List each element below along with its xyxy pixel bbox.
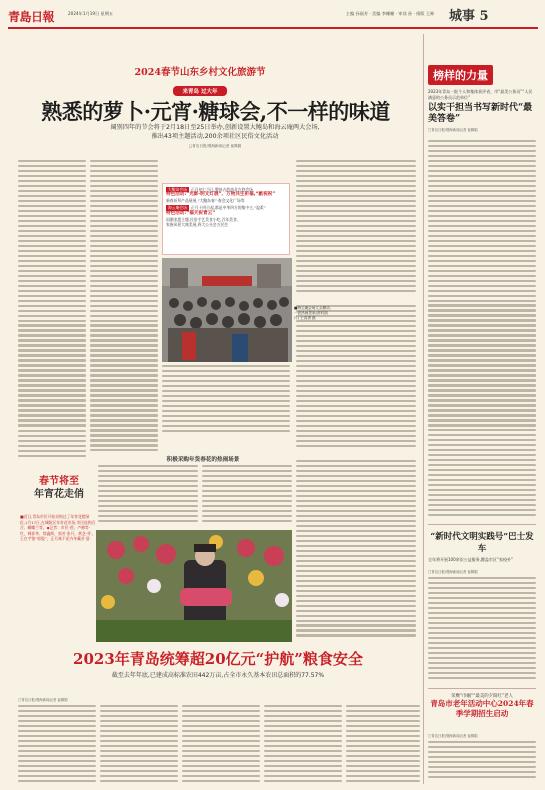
sidebar-story-2-deck: 全年将开展100余次公益服务,覆盖市区“家校外” xyxy=(428,557,514,562)
venue-line: 新春祈拜产品展展,“大鲍岛春”·春会文化广场等 xyxy=(166,198,245,204)
grain-subhead: 截至去年年底,已建成高标准农田442万亩,占全市永久基本农田总面积的77.57% xyxy=(111,672,325,679)
venue-tag: 海云庵会场 xyxy=(168,205,187,211)
grain-body-col4 xyxy=(264,705,342,785)
sidebar-story-1-byline: □青岛日报/观海新闻记者 崔佩娟 xyxy=(428,128,478,133)
market-subhead: 积极采购年货春花的热闹场景 xyxy=(166,457,240,463)
venue-line: 正月初七当日,整体古韵南北古巷会场 xyxy=(190,187,253,192)
grain-body-col3 xyxy=(182,705,260,785)
crowd-photo xyxy=(162,258,292,362)
flower-market-image xyxy=(96,530,292,642)
festival-banner xyxy=(100,64,300,95)
sidebar-story-1-body xyxy=(428,140,536,519)
crowd-photo-image xyxy=(162,258,292,362)
newspaper-logo: 青島日報 xyxy=(8,10,55,24)
venue-line: 国潮非遗主题,民俗手艺美食小吃,百年美食, xyxy=(166,216,238,222)
banner-ribbon: 来青岛 过大年 xyxy=(173,86,228,96)
section-title: 城事 5 xyxy=(449,9,489,24)
market-body-col1 xyxy=(98,465,198,525)
banner-title: 2024春节山东乡村文化旅游节 xyxy=(134,67,266,78)
venue-highlight: 特色活动:“福天祝青云” xyxy=(166,210,216,216)
venue-highlight: 特色活动:“光影·明文灯展”、万物共生祈福,“献祝祝” xyxy=(166,192,276,198)
crowd-photo-caption: ■海云庵会场人头攒动,一派热闹景象(资料图片) 王春勇 摄 xyxy=(294,306,331,320)
lead-byline: □青岛日报/观海新闻记者 崔佩娟 xyxy=(188,144,242,148)
spring-title-line2: 年宵花走俏 xyxy=(34,489,84,500)
sidebar-story-3-pre: 荣膺“巾帼”“最美的夕阳红”老人 xyxy=(451,694,513,699)
spring-title-line1: 春节将至 xyxy=(39,476,79,487)
grain-security-story xyxy=(20,648,420,694)
lead-body-col3b xyxy=(296,305,416,450)
lead-body-col3 xyxy=(296,160,416,295)
grain-body-col5 xyxy=(346,705,420,785)
sidebar-brand-label: 榜样的力量 xyxy=(428,65,493,85)
editor-credits: 主编 孙丽芳 · 美编 李姗姗 · 审读 孙 · 排版 王帅 xyxy=(345,11,435,16)
issue-date: 2024年1月19日 星期五 xyxy=(68,11,114,16)
lead-subhead-line: 推出43项主题活动,200余项社区民俗文化活动 xyxy=(151,133,279,140)
sidebar-rule-line-2 xyxy=(428,688,536,689)
sidebar-story-2-body xyxy=(428,577,536,682)
sidebar-story-1-lead: 2023年青岛一批个人和集体获评省、市“最美公务员”“人民满意的公务员示范单位” xyxy=(428,89,533,100)
lead-body-col2 xyxy=(90,160,158,454)
grain-body-col2 xyxy=(100,705,178,785)
sidebar-story-2-title: “新时代文明实践号”巴士发车 xyxy=(430,532,534,554)
venue-line: 正月十四日起,都是中华四方的集中主,“温柔” xyxy=(190,205,266,211)
sidebar-rule-line xyxy=(428,524,536,525)
venue-info-box xyxy=(162,183,290,255)
sidebar-story-1-title: 以实干担当书写新时代“最美答卷” xyxy=(428,103,533,125)
sidebar-brand xyxy=(428,64,536,86)
lead-subhead-line: 阔别四年的节会将于2月18日至25日举办,创新设置大鲍岛和海云庵两大会场, xyxy=(110,124,320,131)
venue-tag: 大鲍岛会场 xyxy=(168,187,187,192)
sidebar-story-3-title: 青岛市老年活动中心2024年春季学期招生启动 xyxy=(430,699,534,718)
grain-byline: □青岛日报/观海新闻记者 崔佩娟 xyxy=(18,698,68,702)
sidebar-divider xyxy=(423,34,424,784)
sidebar-story-2 xyxy=(428,530,536,563)
flower-photo-caption: ■近日,青岛市民开始采购过了年宵花摆绿化,1月17日,在城阳区年宵花市场,市民选购百合、蝴蝶兰等。◆记者：市民·图，卢赫等·红，韩祥华、徐鑫辉，郭芳·张开，黄芝·芽·，王在宇鉴“郭俊”，正月寓不花卉冬藏芳·夏· xyxy=(20,514,96,542)
lead-headline: 熟悉的萝卜·元宵·糖球会,不一样的味道 xyxy=(41,99,390,124)
grain-headline: 2023年青岛统筹超20亿元“护航”粮食安全 xyxy=(73,650,363,668)
sidebar-story-3 xyxy=(428,693,536,719)
sidebar-story-2-byline: □青岛日报/观海新闻记者 崔佩娟 xyxy=(428,570,478,574)
sidebar-story-3-body xyxy=(428,741,536,781)
header-rule xyxy=(8,27,538,29)
sidebar-story-1 xyxy=(428,89,536,132)
flower-market-photo xyxy=(96,530,292,642)
sidebar-story-3-byline: □青岛日报/观海新闻记者 崔佩娟 xyxy=(428,734,478,738)
market-body-col2 xyxy=(202,465,292,525)
grain-body-col1 xyxy=(18,705,96,785)
venue-line: 家族风景大典美展,四大公头会万民会 xyxy=(166,221,228,227)
spring-body-lines xyxy=(18,420,86,460)
lead-subhead xyxy=(30,123,400,141)
lead-body-col4 xyxy=(162,365,290,435)
lead-body-col1 xyxy=(18,160,86,429)
page-header xyxy=(0,0,545,30)
lead-body-col5 xyxy=(296,460,416,639)
spring-title xyxy=(20,475,98,509)
